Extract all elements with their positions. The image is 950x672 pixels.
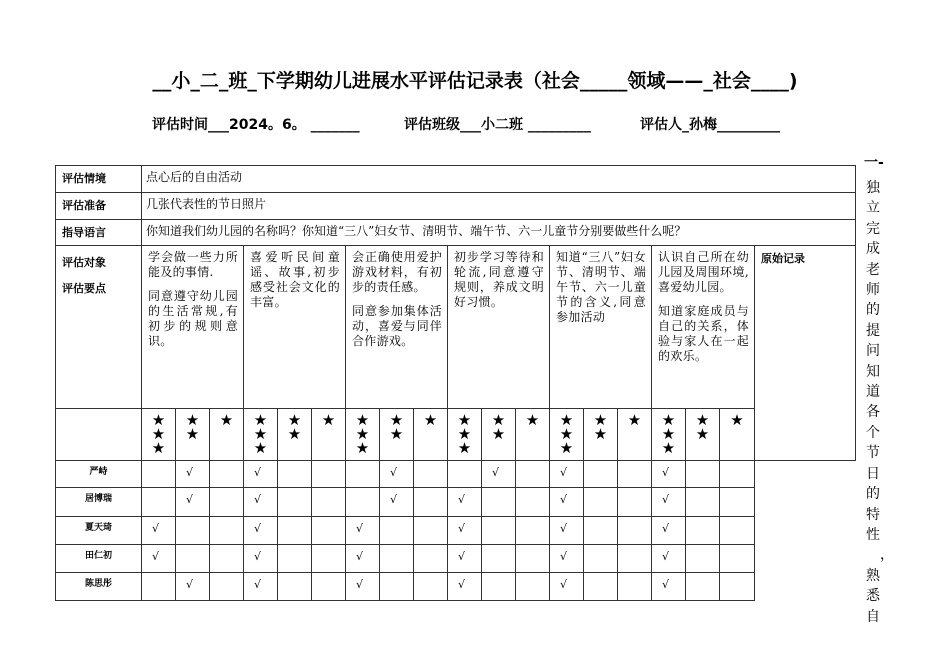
rating-cell: [312, 488, 346, 517]
rating-cell: [652, 488, 686, 517]
rating-cell: [550, 517, 584, 545]
rating-cell: [176, 545, 210, 573]
rating-cell: [142, 573, 176, 601]
check-mark: √: [356, 522, 364, 535]
check-mark: √: [662, 522, 670, 535]
star-icon: ★: [423, 411, 438, 429]
star-icon: ★: [389, 425, 404, 443]
rating-cell: [584, 573, 618, 601]
student-name: 严峙: [56, 461, 142, 488]
star-icon: ★: [457, 439, 472, 457]
rating-cell: [380, 488, 414, 517]
situation-value: 点心后的自由活动: [142, 166, 856, 193]
side-note-char: 熟: [866, 567, 880, 584]
rating-cell: [210, 461, 244, 488]
star-icon: ★: [457, 425, 472, 443]
side-note-char: 特: [866, 506, 880, 523]
rating-cell: [720, 517, 755, 545]
preparation-value: 几张代表性的节日照片: [142, 193, 856, 220]
check-mark: √: [662, 578, 670, 591]
side-note-char: 自: [866, 608, 880, 625]
star-icon: ★: [355, 439, 370, 457]
check-mark: √: [186, 466, 194, 479]
situation-label: 评估情境: [56, 166, 142, 193]
check-mark: √: [356, 578, 364, 591]
student-name: 田仁初: [56, 545, 142, 573]
rating-cell: [482, 517, 516, 545]
guide-language-label: 指导语言: [56, 220, 142, 246]
star-level-1: [312, 409, 346, 461]
star-row-blank: [56, 409, 142, 461]
assessment-goal-3: [346, 246, 448, 409]
student-name: 陈思彤: [56, 573, 142, 601]
rating-cell: [312, 573, 346, 601]
side-note-char: 各: [866, 404, 880, 421]
check-mark: √: [560, 550, 568, 563]
star-icon: ★: [253, 439, 268, 457]
star-icon: ★: [219, 411, 234, 429]
rating-cell: [584, 488, 618, 517]
star-icon: ★: [355, 411, 370, 429]
rating-cell: [414, 517, 448, 545]
rating-cell: [448, 517, 482, 545]
student-row: [56, 573, 856, 601]
rating-cell: [142, 461, 176, 488]
check-mark: √: [254, 522, 262, 535]
side-note-char: 的: [866, 302, 880, 319]
student-row: [56, 517, 856, 545]
star-icon: ★: [559, 425, 574, 443]
rating-cell: [346, 461, 380, 488]
star-icon: ★: [287, 411, 302, 429]
star-level-3: [652, 409, 686, 461]
student-row: [56, 488, 856, 517]
rating-cell: [516, 488, 550, 517]
assessment-time: 评估时间___2024。6。 _______: [152, 117, 360, 133]
check-mark: √: [560, 493, 568, 506]
check-mark: √: [662, 493, 670, 506]
star-level-2: [584, 409, 618, 461]
star-icon: ★: [661, 439, 676, 457]
side-note: [860, 152, 894, 627]
rating-cell: [686, 517, 720, 545]
rating-cell: [448, 545, 482, 573]
rating-cell: [414, 573, 448, 601]
star-icon: ★: [321, 411, 336, 429]
rating-cell: [210, 573, 244, 601]
side-note-dash: 一-: [864, 155, 884, 171]
rating-cell: [414, 545, 448, 573]
assessor: 评估人_孙梅_________: [640, 117, 780, 133]
rating-cell: [142, 517, 176, 545]
rating-cell: [278, 517, 312, 545]
student-name: 居博瑞: [56, 488, 142, 517]
rating-cell: [244, 573, 278, 601]
rating-cell: [550, 573, 584, 601]
side-note-char: 立: [866, 200, 880, 217]
rating-cell: [278, 545, 312, 573]
rating-cell: [176, 488, 210, 517]
side-note-char: 独: [866, 180, 880, 196]
star-icon: ★: [185, 425, 200, 443]
rating-cell: [584, 545, 618, 573]
star-icon: ★: [525, 411, 540, 429]
star-icon: ★: [151, 411, 166, 429]
assessment-class: 评估班级___小二班 _________: [404, 117, 591, 133]
rating-cell: [244, 488, 278, 517]
check-mark: √: [254, 578, 262, 591]
check-mark: √: [458, 550, 466, 563]
assessment-goal-1: [142, 246, 244, 409]
rating-cell: [584, 517, 618, 545]
rating-cell: [482, 573, 516, 601]
student-row: [56, 545, 856, 573]
check-mark: √: [560, 578, 568, 591]
star-icon: ★: [151, 439, 166, 457]
rating-cell: [618, 573, 652, 601]
check-mark: √: [560, 466, 568, 479]
check-mark: √: [254, 493, 262, 506]
rating-cell: [448, 461, 482, 488]
side-note-char: 师: [866, 282, 880, 299]
page-title: __小_二_班_下学期幼儿进展水平评估记录表（社会_____领域——_社会____): [152, 70, 798, 92]
check-mark: √: [356, 550, 364, 563]
star-level-1: [720, 409, 755, 461]
star-level-2: [278, 409, 312, 461]
preparation-label: 评估准备: [56, 193, 142, 220]
rating-cell: [176, 517, 210, 545]
star-icon: ★: [253, 411, 268, 429]
rating-cell: [686, 545, 720, 573]
rating-cell: [584, 461, 618, 488]
check-mark: √: [458, 522, 466, 535]
rating-cell: [346, 488, 380, 517]
rating-cell: [244, 461, 278, 488]
rating-cell: [380, 545, 414, 573]
check-mark: √: [152, 522, 160, 535]
check-mark: √: [390, 493, 398, 506]
assessment-goal-5: [550, 246, 652, 409]
star-level-1: [516, 409, 550, 461]
rating-cell: [380, 517, 414, 545]
rating-cell: [686, 573, 720, 601]
check-mark: √: [458, 578, 466, 591]
assessment-goal-6: [652, 246, 755, 409]
side-note-char: 提: [866, 322, 880, 339]
rating-cell: [312, 461, 346, 488]
rating-cell: [210, 545, 244, 573]
check-mark: √: [186, 493, 194, 506]
side-note-char: 的: [866, 486, 880, 503]
rating-cell: [176, 573, 210, 601]
rating-cell: [414, 488, 448, 517]
star-icon: ★: [287, 425, 302, 443]
rating-cell: [448, 488, 482, 517]
star-icon: ★: [355, 425, 370, 443]
star-level-1: [210, 409, 244, 461]
goal-text: 喜爱听民间童谣、故事,初步感受社会文化的丰富。: [250, 250, 340, 309]
star-level-3: [142, 409, 176, 461]
star-icon: ★: [661, 411, 676, 429]
side-note-char: 道: [866, 384, 880, 401]
student-row: [56, 461, 856, 488]
assessment-table: [55, 165, 856, 601]
check-mark: √: [560, 522, 568, 535]
points-label: 评估要点: [62, 282, 106, 295]
goal-text: 知道“三八”妇女节、清明节、端午节、六一儿童节的含义,同意参加活动: [556, 250, 646, 324]
check-mark: √: [254, 466, 262, 479]
rating-cell: [244, 545, 278, 573]
object-label: 评估对象: [62, 256, 106, 269]
star-icon: ★: [491, 411, 506, 429]
star-icon: ★: [253, 425, 268, 443]
rating-cell: [346, 573, 380, 601]
rating-cell: [720, 573, 755, 601]
rating-cell: [380, 461, 414, 488]
rating-cell: [244, 517, 278, 545]
star-level-3: [550, 409, 584, 461]
rating-cell: [686, 461, 720, 488]
side-note-char: 问: [866, 343, 880, 360]
side-note-char: 成: [866, 241, 880, 258]
rating-cell: [414, 461, 448, 488]
rating-cell: [346, 517, 380, 545]
star-icon: ★: [457, 411, 472, 429]
star-level-3: [448, 409, 482, 461]
star-icon: ★: [627, 411, 642, 429]
rating-cell: [550, 461, 584, 488]
star-icon: ★: [593, 425, 608, 443]
rating-cell: [482, 545, 516, 573]
side-note-char: 悉: [866, 588, 880, 605]
check-mark: √: [662, 466, 670, 479]
rating-cell: [720, 545, 755, 573]
star-icon: ★: [151, 425, 166, 443]
rating-cell: [550, 488, 584, 517]
rating-cell: [516, 517, 550, 545]
rating-cell: [380, 573, 414, 601]
rating-cell: [550, 545, 584, 573]
rating-cell: [652, 517, 686, 545]
rating-cell: [652, 545, 686, 573]
goal-text: 同意参加集体活动，喜爱与同伴合作游戏。: [352, 304, 442, 348]
star-level-2: [482, 409, 516, 461]
star-icon: ★: [491, 425, 506, 443]
check-mark: √: [152, 550, 160, 563]
star-level-2: [176, 409, 210, 461]
rating-cell: [652, 573, 686, 601]
star-icon: ★: [695, 411, 710, 429]
rating-cell: [686, 488, 720, 517]
check-mark: √: [458, 493, 466, 506]
assessment-goal-2: [244, 246, 346, 409]
rating-cell: [312, 545, 346, 573]
raw-record-label: 原始记录: [755, 246, 856, 461]
side-note-char: 性: [866, 526, 880, 543]
star-icon: ★: [593, 411, 608, 429]
assessment-goal-4: [448, 246, 550, 409]
rating-cell: [482, 488, 516, 517]
star-icon: ★: [559, 439, 574, 457]
rating-cell: [720, 461, 755, 488]
side-note-char: 个: [866, 424, 880, 441]
goal-text: 同意遵守幼儿园的生活常规,有初步的规则意识。: [148, 289, 238, 348]
rating-cell: [142, 488, 176, 517]
star-level-2: [380, 409, 414, 461]
rating-cell: [142, 545, 176, 573]
student-name: 夏天琦: [56, 517, 142, 545]
star-icon: ★: [730, 411, 744, 429]
check-mark: √: [492, 466, 500, 479]
side-note-char: 完: [866, 220, 880, 237]
rating-cell: [516, 573, 550, 601]
rating-cell: [618, 517, 652, 545]
rating-cell: [278, 461, 312, 488]
side-note-char: 节: [866, 445, 880, 462]
goal-text: 会正确使用爱护游戏材料，有初步的责任感。: [352, 250, 442, 294]
star-icon: ★: [185, 411, 200, 429]
rating-cell: [618, 545, 652, 573]
rating-cell: [720, 488, 755, 517]
rating-cell: [482, 461, 516, 488]
rating-cell: [516, 461, 550, 488]
check-mark: √: [390, 466, 398, 479]
rating-cell: [618, 461, 652, 488]
check-mark: √: [662, 550, 670, 563]
rating-cell: [516, 545, 550, 573]
side-note-char: 老: [866, 261, 880, 278]
rating-cell: [618, 488, 652, 517]
star-level-1: [618, 409, 652, 461]
goal-text: 知道家庭成员与自己的关系，体验与家人在一起的欢乐。: [658, 304, 749, 363]
rating-cell: [448, 573, 482, 601]
rating-cell: [312, 517, 346, 545]
goal-text: 学会做一些力所能及的事情.: [148, 250, 238, 279]
star-icon: ★: [695, 425, 710, 443]
star-level-3: [244, 409, 278, 461]
goal-text: 认识自己所在幼儿园及周围环境,喜爱幼儿园。: [658, 250, 749, 294]
check-mark: √: [254, 550, 262, 563]
rating-cell: [346, 545, 380, 573]
guide-language-value: 你知道我们幼儿园的名称吗？你知道“三八”妇女节、清明节、端午节、六一儿童节分别要做些什么呢？: [142, 220, 856, 246]
star-level-2: [686, 409, 720, 461]
rating-cell: [652, 461, 686, 488]
rating-cell: [278, 573, 312, 601]
rating-cell: [210, 517, 244, 545]
rating-cell: [210, 488, 244, 517]
rating-cell: [278, 488, 312, 517]
rating-cell: [176, 461, 210, 488]
star-level-3: [346, 409, 380, 461]
star-icon: ★: [661, 425, 676, 443]
goal-text: 初步学习等待和轮流,同意遵守规则，养成文明好习惯。: [454, 250, 544, 309]
object-points-label: [56, 246, 142, 409]
side-note-char: 知: [866, 363, 880, 380]
side-note-char: ，: [880, 547, 894, 564]
star-icon: ★: [559, 411, 574, 429]
star-level-1: [414, 409, 448, 461]
check-mark: √: [186, 578, 194, 591]
side-note-char: 日: [866, 465, 880, 482]
star-icon: ★: [389, 411, 404, 429]
